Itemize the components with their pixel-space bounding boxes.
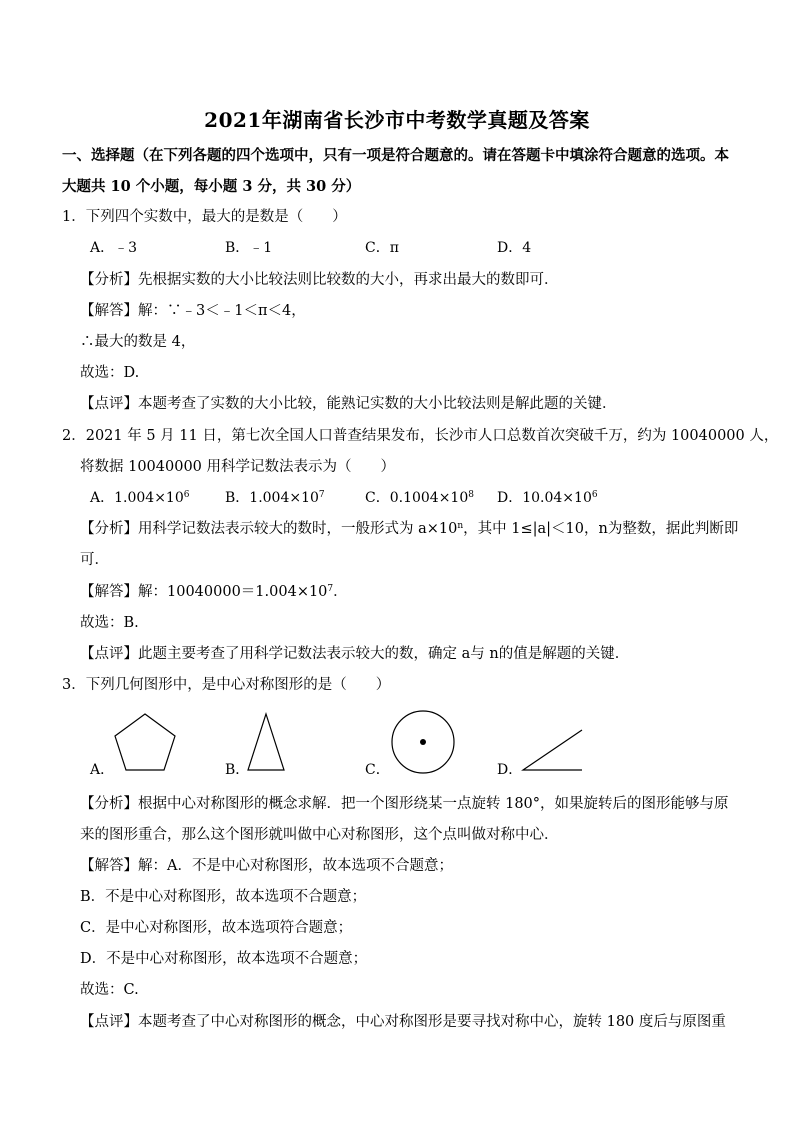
pentagon-figure: [112, 712, 178, 772]
q1-option-b: B．﹣1: [225, 240, 273, 256]
q3-answer-line2: B．不是中心对称图形，故本选项不合题意；: [80, 889, 367, 905]
q2-stem-line2: 将数据 10040000 用科学记数法表示为（ ）: [80, 459, 396, 475]
q3-choice: 故选：C.: [80, 982, 139, 998]
q1-answer-line1: 【解答】解：∵﹣3＜﹣1＜π＜4，: [80, 303, 306, 319]
q3-figure-label-c: C．: [365, 762, 390, 778]
q1-stem: 1．下列四个实数中，最大的是数是（ ）: [62, 209, 347, 225]
q1-comment: 【点评】本题考查了实数的大小比较，能熟记实数的大小比较法则是解此题的关键．: [80, 396, 617, 412]
q3-stem: 3．下列几何图形中，是中心对称图形的是（ ）: [62, 677, 391, 693]
q3-figure-label-a: A．: [90, 762, 115, 778]
q2-option-c: C．$0.1004\times 10^8$: [365, 490, 474, 506]
q2-option-d: D．$10.04\times 10^6$: [497, 490, 598, 506]
q3-figure-label-d: D．: [497, 762, 523, 778]
q1-answer-line2: ∴最大的数是 4，: [80, 334, 196, 350]
q3-analysis-line1: 【分析】根据中心对称图形的概念求解．把一个图形绕某一点旋转 180°，如果旋转后的图形能够与原: [80, 796, 729, 812]
q1-option-a: A．﹣3: [90, 240, 138, 256]
q2-analysis-line1: 【分析】用科学记数法表示较大的数时，一般形式为 $a\times 10^n$，其中 1≤|a|＜10，n为整数，据此判断即: [80, 521, 739, 537]
q1-analysis: 【分析】先根据实数的大小比较法则比较数的大小，再求出最大的数即可．: [80, 272, 559, 288]
q3-analysis-line2: 来的图形重合，那么这个图形就叫做中心对称图形，这个点叫做对称中心．: [80, 827, 559, 843]
q3-answer-line4: D．不是中心对称图形，故本选项不合题意；: [80, 951, 368, 967]
q2-answer: 【解答】解：$10040000=1.004\times 10^7$．: [80, 584, 348, 600]
q2-option-b: B．$1.004\times 10^7$: [225, 490, 325, 506]
section-heading-line1: 一、选择题（在下列各题的四个选项中，只有一项是符合题意的。请在答题卡中填涂符合题意的选项。本: [62, 147, 729, 164]
q3-answer-line3: C．是中心对称图形，故本选项符合题意；: [80, 920, 353, 936]
q2-option-a: A．$1.004\times 10^6$: [90, 490, 190, 506]
q3-figure-label-b: B．: [225, 762, 250, 778]
q2-choice: 故选：B.: [80, 615, 139, 631]
q2-stem-line1: 2．2021 年 5 月 11 日，第七次全国人口普查结果发布，长沙市人口总数首次突破千万，约为 10040000 人，: [62, 428, 779, 444]
q1-option-c: C．π: [365, 240, 399, 256]
q1-option-d: D．4: [497, 240, 532, 256]
circle-with-center-figure: [389, 708, 457, 776]
q2-analysis-line2: 可．: [80, 552, 109, 568]
q3-answer-line1: 【解答】解：A．不是中心对称图形，故本选项不合题意；: [80, 858, 453, 874]
q2-comment: 【点评】此题主要考查了用科学记数法表示较大的数，确定 a与 n的值是解题的关键．: [80, 646, 630, 662]
page-title: 2021年湖南省长沙市中考数学真题及答案: [204, 108, 590, 132]
q3-comment: 【点评】本题考查了中心对称图形的概念，中心对称图形是要寻找对称中心，旋转 180 度后与原图重: [80, 1014, 726, 1030]
angle-figure: [520, 728, 584, 772]
q1-choice: 故选：D.: [80, 365, 140, 381]
section-heading-line2: 大题共 10 个小题，每小题 3 分，共 30 分）: [62, 178, 361, 195]
isosceles-triangle-figure: [245, 712, 287, 772]
